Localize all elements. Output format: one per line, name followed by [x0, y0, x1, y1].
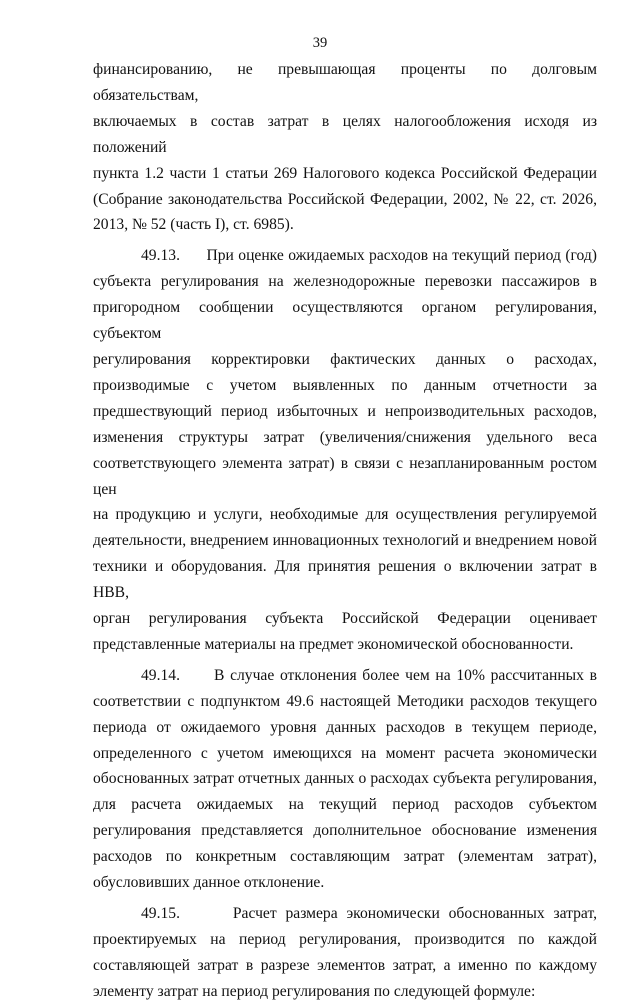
text-line: 49.15. Расчет размера экономически обоснованных затрат,	[141, 905, 597, 922]
text-line: обусловивших данное отклонение.	[93, 874, 325, 892]
body-text	[93, 57, 597, 1005]
text-line: субъекта регулирования на железнодорожные перевозки пассажиров в	[93, 273, 597, 291]
text-line: регулирования корректировки фактических данных о расходах,	[93, 350, 597, 368]
paragraph-continuation	[93, 57, 597, 238]
text-line: финансированию, не превышающая проценты по долговым обязательствам,	[93, 61, 597, 104]
paragraph-49-14	[93, 663, 597, 896]
page-number: 39	[312, 35, 328, 51]
text-line: 2013, № 52 (часть I), ст. 6985).	[93, 216, 294, 234]
text-line: пункта 1.2 части 1 статьи 269 Налогового кодекса Российской Федерации	[93, 164, 597, 182]
text-line: обоснованных затрат отчетных данных о расходах субъекта регулирования,	[93, 770, 597, 788]
text-line: регулирования представляется дополнительное обоснование изменения	[93, 822, 597, 840]
text-line: соответствии с подпунктом 49.6 настоящей Методики расходов текущего	[93, 692, 597, 710]
text-line: производимые с учетом выявленных по данным отчетности за	[93, 376, 597, 394]
text-line: предшествующий период избыточных и непроизводительных расходов,	[93, 402, 597, 420]
text-line: 49.13. При оценке ожидаемых расходов на текущий период (год)	[141, 247, 597, 265]
text-line: представленные материалы на предмет экономической обоснованности.	[93, 635, 574, 653]
text-line: 49.14. В случае отклонения более чем на 10% рассчитанных в	[141, 666, 597, 684]
text-line: элементу затрат на период регулирования по следующей формуле:	[93, 982, 536, 1000]
text-line: пригородном сообщении осуществляются органом регулирования, субъектом	[93, 299, 597, 343]
text-line: для расчета ожидаемых на текущий период расходов субъектом	[93, 796, 597, 814]
text-line: орган регулирования субъекта Российской Федерации оценивает	[93, 610, 597, 628]
paragraph-49-15	[93, 901, 597, 1005]
text-line: (Собрание законодательства Российской Федерации, 2002, № 22, ст. 2026,	[93, 190, 597, 208]
text-line: на продукцию и услуги, необходимые для осуществления регулируемой	[93, 506, 597, 524]
paragraph-49-13	[93, 243, 597, 658]
text-line: расходов по конкретным составляющим затрат (элементам затрат),	[93, 848, 597, 866]
text-line: составляющей затрат в разрезе элементов затрат, а именно по каждому	[93, 956, 597, 974]
text-line: деятельности, внедрением инновационных технологий и внедрением новой	[93, 532, 597, 550]
text-line: включаемых в состав затрат в целях налогообложения исходя из положений	[93, 112, 597, 156]
text-line: техники и оборудования. Для принятия решения о включении затрат в НВВ,	[93, 558, 597, 602]
text-line: соответствующего элемента затрат) в связи с незапланированным ростом цен	[93, 454, 597, 498]
text-line: изменения структуры затрат (увеличения/снижения удельного веса	[93, 428, 597, 446]
text-line: определенного с учетом имеющихся на момент расчета экономически	[93, 744, 597, 762]
text-line: периода от ожидаемого уровня данных расходов в текущем периоде,	[93, 718, 597, 736]
text-line: проектируемых на период регулирования, производится по каждой	[93, 930, 597, 948]
